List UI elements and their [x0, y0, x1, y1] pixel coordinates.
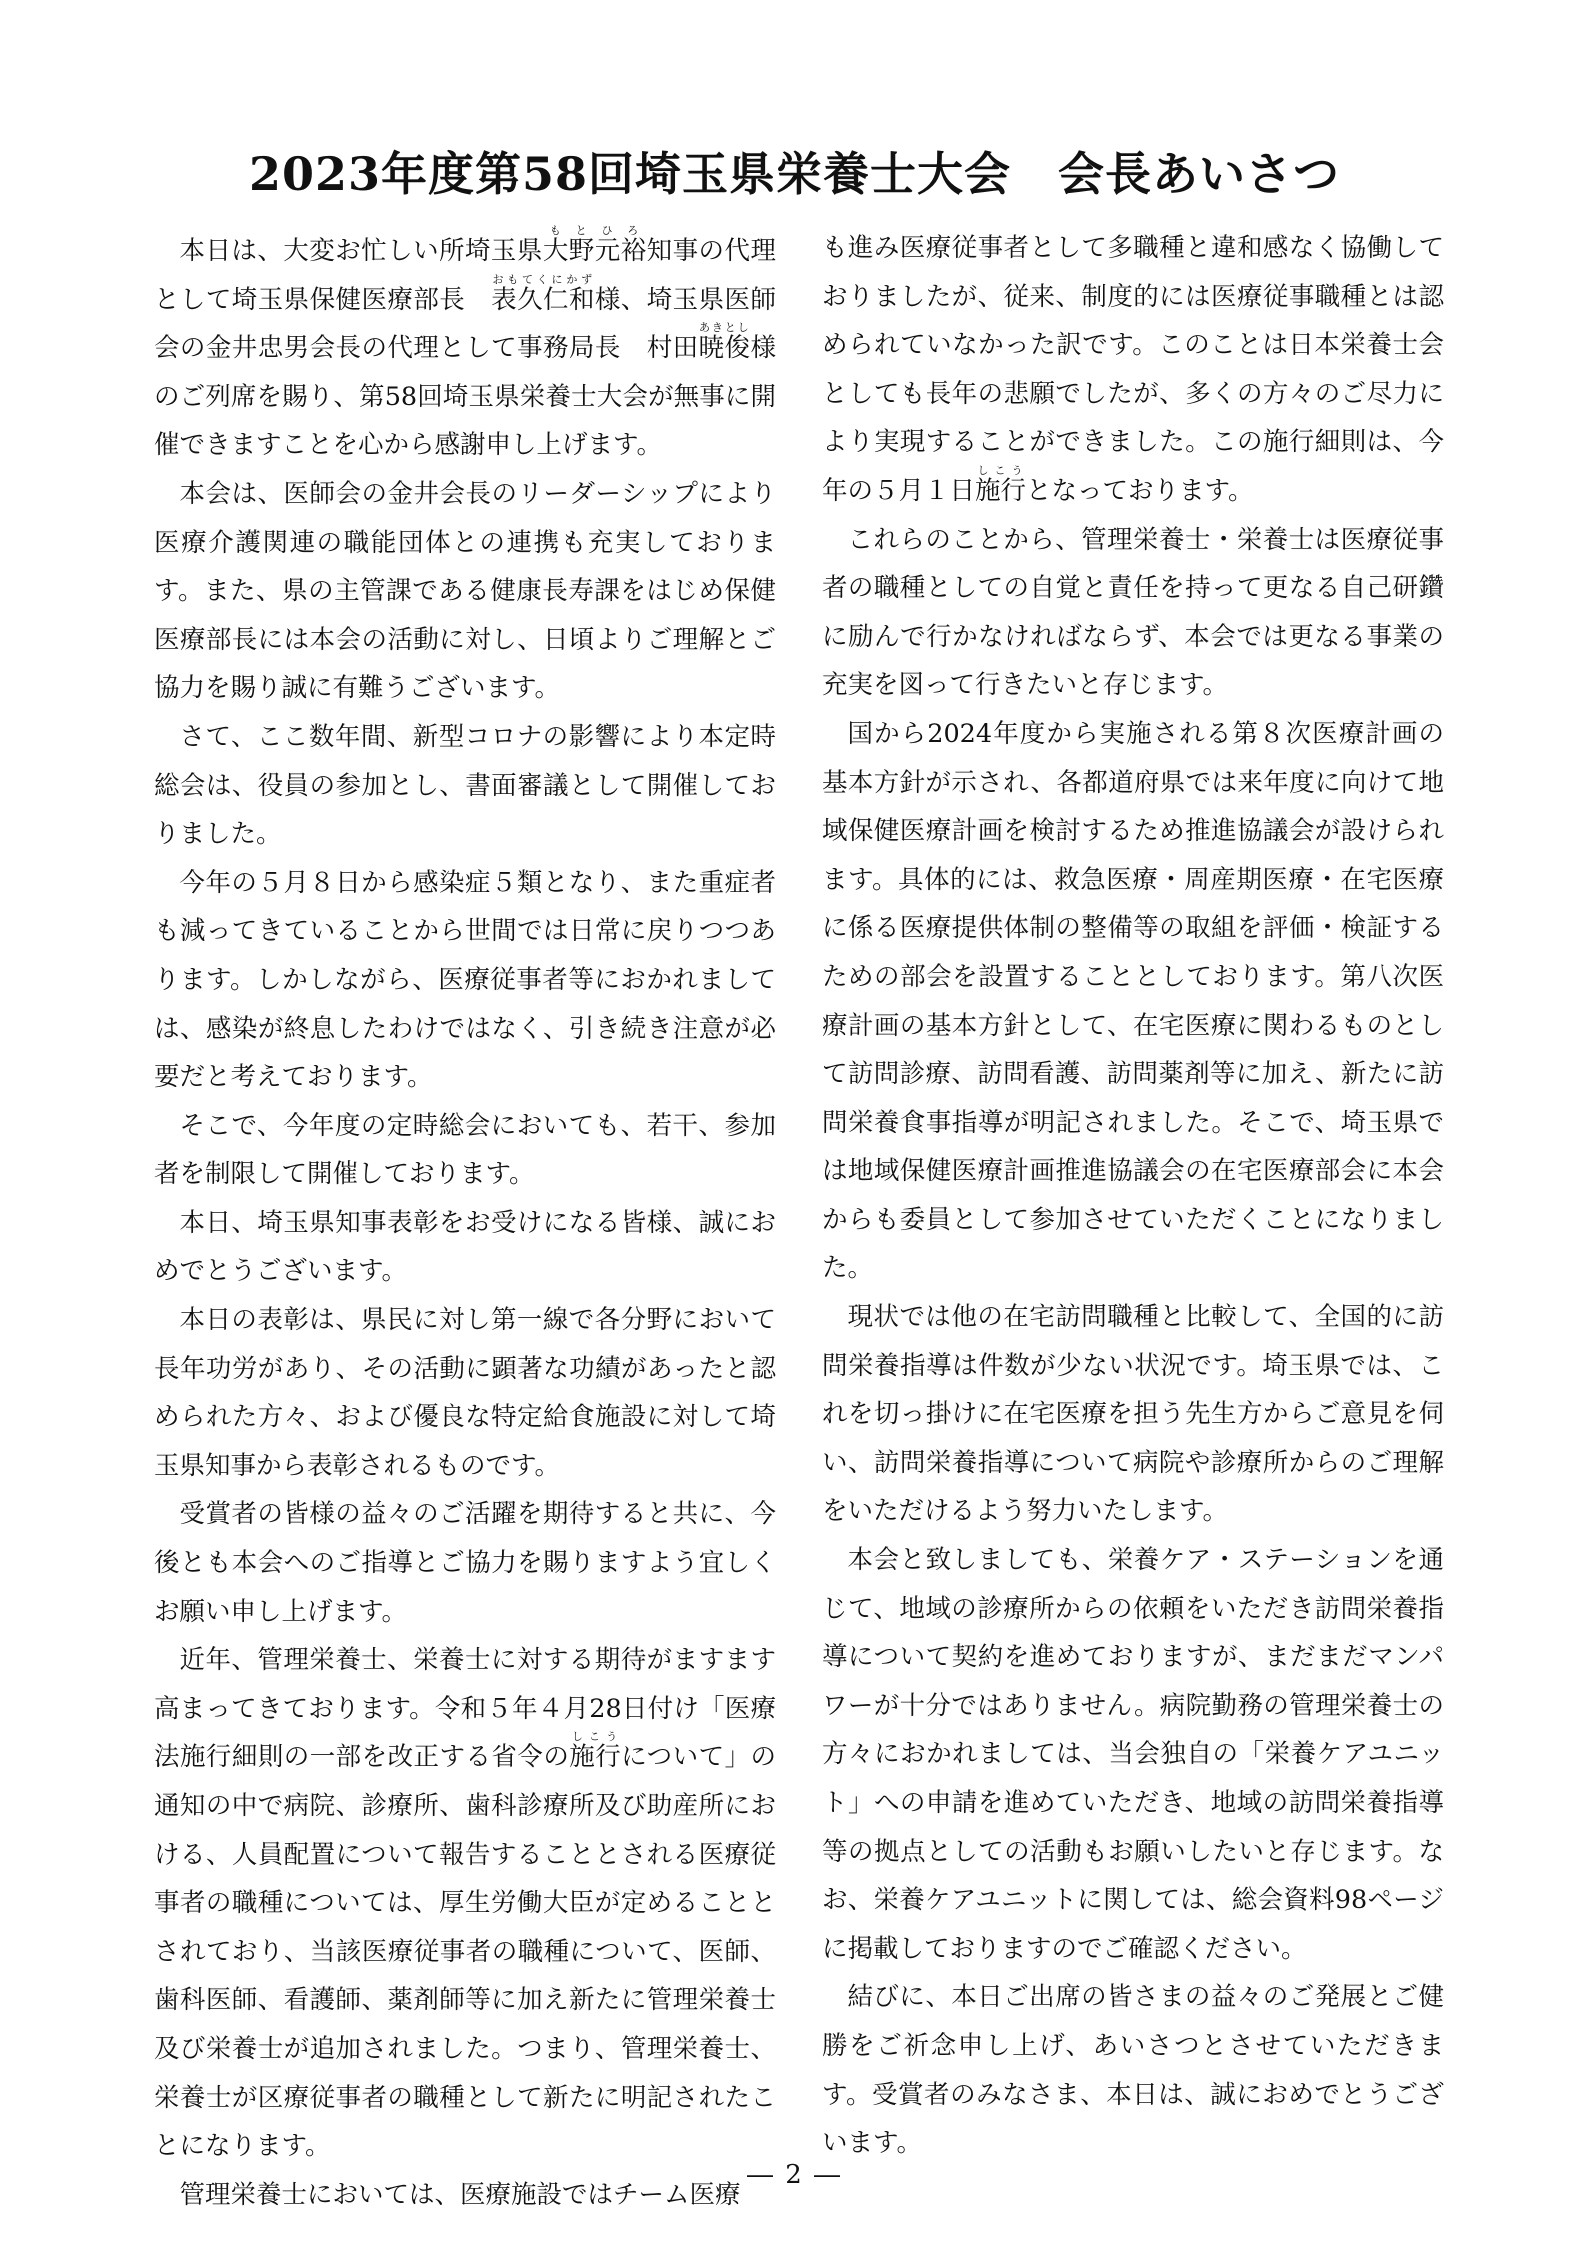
paragraph: 結びに、本日ご出席の皆さまの益々のご発展とご健勝をご祈念申し上げ、あいさつとさせていただきます。受賞者のみなさま、本日は、誠におめでとうございます。: [822, 1982, 1444, 2159]
paragraph: これらのことから、管理栄養士・栄養士は医療従事者の職種としての自覚と責任を持って更なる自己研鑽に励んで行かなければならず、本会では更なる事業の充実を図って行きたいと存じます。: [822, 524, 1444, 701]
paragraph: 本日の表彰は、県民に対し第一線で各分野において長年功労があり、その活動に顕著な功績があったと認められた方々、および優良な特定給食施設に対して埼玉県知事から表彰されるものです。: [154, 1305, 776, 1481]
paragraph-continued: も進み医療従事者として多職種と違和感なく協働しておりましたが、従来、制度的には医療従事職種とは認められていなかった訳です。このことは日本栄養士会としても長年の悲願でしたが、多くの方々のご尽力により実現することができました。この施行細則は、今年の５月１日施行しこうとなっております。: [822, 233, 1444, 506]
paragraph: 本会と致しましても、栄養ケア・ステーションを通じて、地域の診療所からの依頼をいただき訪問栄養指導について契約を進めておりますが、まだまだマンパワーが十分ではありません。病院勤務の管理栄養士の方々におかれましては、当会独自の「栄養ケアユニット」への申請を進めていただき、地域の訪問栄養指導等の拠点としての活動もお願いしたいと存じます。なお、栄養ケアユニットに関しては、総会資料98ページに掲載しておりますのでご確認ください。: [822, 1545, 1444, 1964]
paragraph: そこで、今年度の定時総会においても、若干、参加者を制限して開催しております。: [154, 1110, 776, 1190]
paragraph: 国から2024年度から実施される第８次医療計画の基本方針が示され、各都道府県では来年度に向けて地域保健医療計画を検討するため推進協議会が設けられます。具体的には、救急医療・周産期医療・在宅医療に係る医療提供体制の整備等の取組を評価・検証するための部会を設置することとしております。第八次医療計画の基本方針として、在宅医療に関わるものとして訪問診療、訪問看護、訪問薬剤等に加え、新たに訪問栄養食事指導が明記されました。そこで、埼玉県では地域保健医療計画推進協議会の在宅医療部会に本会からも委員として参加させていただくことになりました。: [822, 718, 1444, 1284]
paragraph: 本日、埼玉県知事表彰をお受けになる皆様、誠におめでとうございます。: [154, 1207, 776, 1287]
paragraph: 本会は、医師会の金井会長のリーダーシップにより医療介護関連の職能団体との連携も充実しております。また、県の主管課である健康長寿課をはじめ保健医療部長には本会の活動に対し、日頃よりご理解とご協力を賜り誠に有難うございます。: [154, 478, 776, 704]
paragraph: 管理栄養士においては、医療施設ではチーム医療: [179, 2179, 741, 2210]
left-column: [154, 224, 776, 2219]
paragraph: さて、ここ数年間、新型コロナの影響により本定時総会は、役員の参加とし、書面審議として開催しておりました。: [154, 721, 776, 850]
right-column: [822, 224, 1444, 2168]
page-number: ― 2 ―: [746, 2160, 843, 2190]
paragraph: 受賞者の皆様の益々のご活躍を期待すると共に、今後とも本会へのご指導とご協力を賜りますよう宜しくお願い申し上げます。: [154, 1499, 776, 1627]
paragraph: 本日は、大変お忙しい所埼玉県大野元裕もとひろ知事の代理として埼玉県保健医療部長 表久仁和おもてくにかず様、埼玉県医師会の金井忠男会長の代理として事務局長 村田暁俊あきとし様のご列席を賜り、第58回埼玉県栄養士大会が無事に開催できますことを心から感謝申し上げます。: [154, 224, 776, 461]
paragraph: 近年、管理栄養士、栄養士に対する期待がますます高まってきております。令和５年４月28日付け「医療法施行細則の一部を改正する省令の施行しこうについて」の通知の中で病院、診療所、歯科診療所及び助産所における、人員配置について報告することとされる医療従事者の職種については、厚生労働大臣が定めることとされており、当該医療従事者の職種について、医師、歯科医師、看護師、薬剤師等に加え新たに管理栄養士及び栄養士が追加されました。つまり、管理栄養士、栄養士が区療従事者の職種として新たに明記されたことになります。: [154, 1645, 776, 2162]
paragraph: 現状では他の在宅訪問職種と比較して、全国的に訪問栄養指導は件数が少ない状況です。埼玉県では、これを切っ掛けに在宅医療を担う先生方からご意見を伺い、訪問栄養指導について病院や診療所からのご理解をいただけるよう努力いたします。: [822, 1302, 1444, 1527]
page-title: 2023年度第58回埼玉県栄養士大会 会長あいさつ: [248, 147, 1341, 201]
paragraph: 今年の５月８日から感染症５類となり、また重症者も減ってきていることから世間では日常に戻りつつあります。しかしながら、医療従事者等におかれましては、感染が終息したわけではなく、引き続き注意が必要だと考えております。: [154, 867, 776, 1093]
